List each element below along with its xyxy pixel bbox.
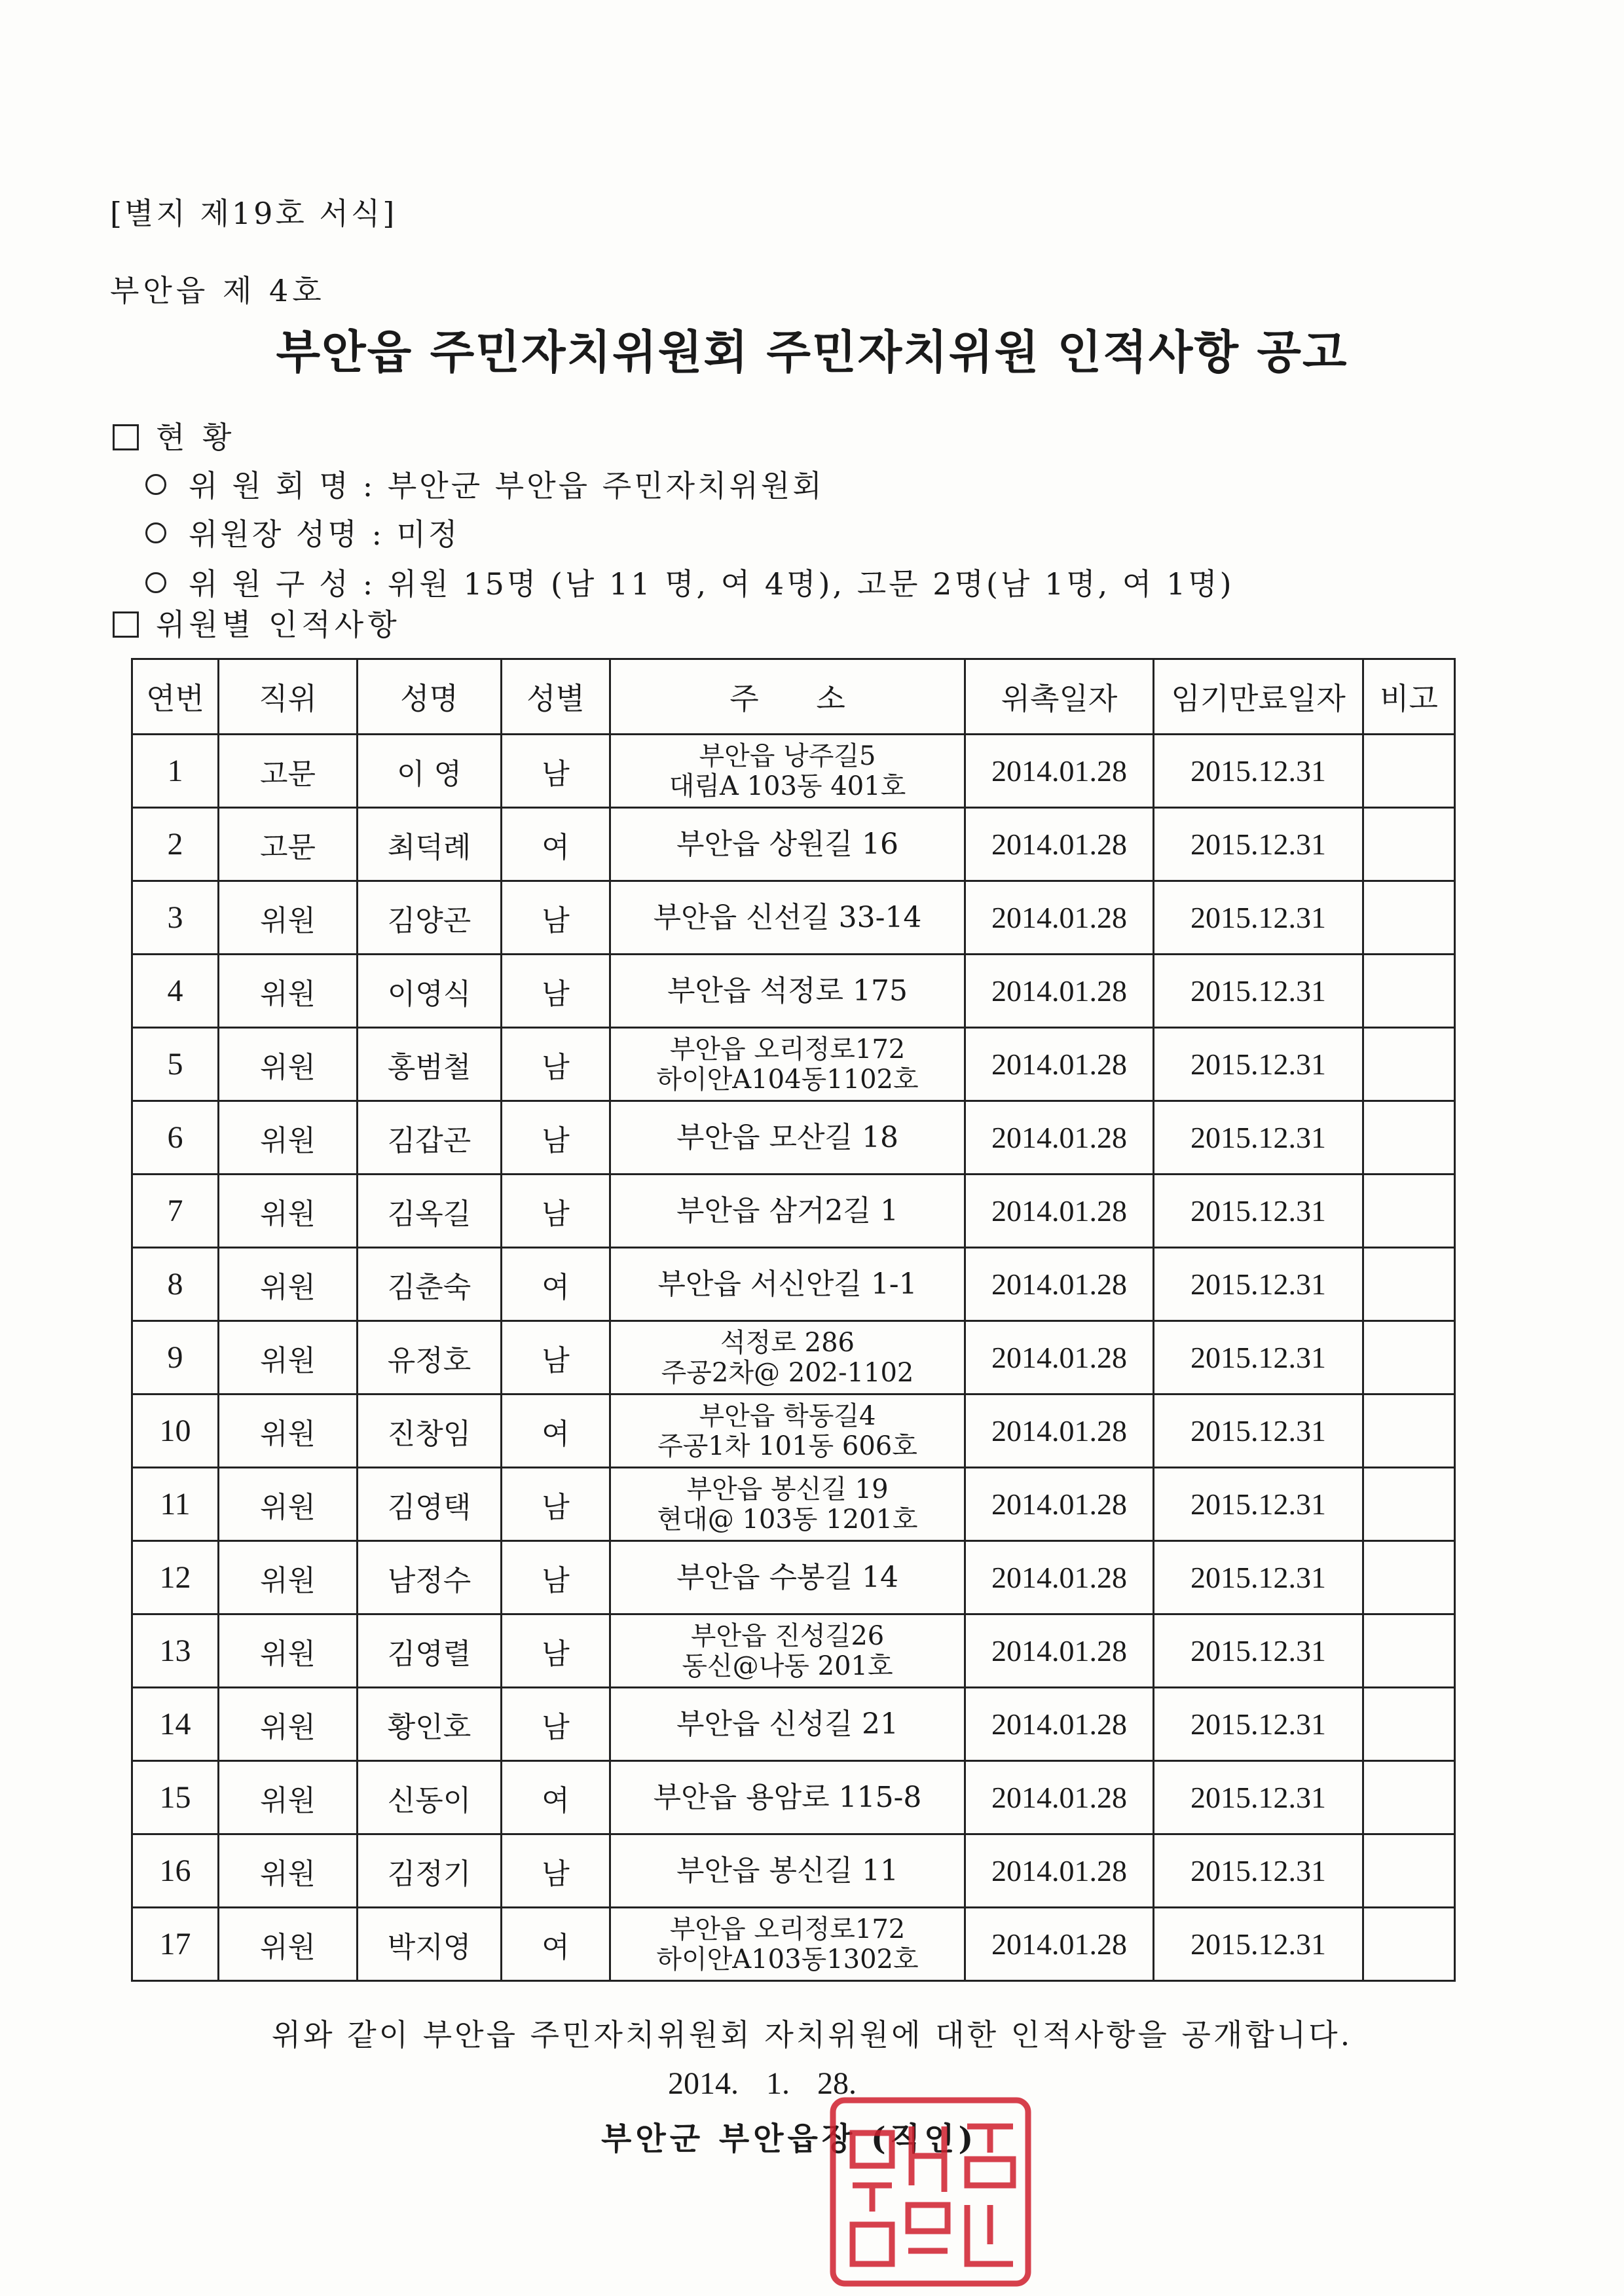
address-line-1: 부안읍 용암로 115-8	[653, 1780, 922, 1814]
cell-position: 고문	[219, 735, 358, 808]
cell-position: 위원	[219, 1101, 358, 1175]
cell-gender: 남	[502, 1175, 610, 1248]
cell-name: 김춘숙	[358, 1248, 502, 1321]
cell-name: 김옥길	[358, 1175, 502, 1248]
cell-name: 이 영	[358, 735, 502, 808]
section-status	[113, 414, 236, 457]
table-row	[132, 955, 1455, 1028]
address-line-1: 부안읍 신성길 21	[676, 1707, 898, 1741]
cell-position: 위원	[219, 1541, 358, 1614]
cell-name: 김영택	[358, 1468, 502, 1541]
form-label: [별지 제19호 서식]	[110, 196, 397, 231]
cell-address	[610, 1175, 965, 1248]
address-line-1: 부안읍 모산길 18	[676, 1120, 898, 1154]
document-title: 부안읍 주민자치위원회 주민자치위원 인적사항 공고	[276, 325, 1348, 379]
address-line-1: 부안읍 봉신길 19	[686, 1474, 889, 1504]
cell-remarks	[1363, 1468, 1455, 1541]
cell-gender: 남	[502, 1614, 610, 1688]
cell-remarks	[1363, 1101, 1455, 1175]
cell-number: 6	[132, 1101, 219, 1175]
cell-appointed-date: 2014.01.28	[965, 1028, 1154, 1101]
cell-term-end-date: 2015.12.31	[1154, 1028, 1363, 1101]
table-header-row	[132, 659, 1455, 735]
info-value: : 부안군 부안읍 주민자치위원회	[362, 468, 824, 503]
cell-appointed-date: 2014.01.28	[965, 1834, 1154, 1908]
table-row	[132, 1614, 1455, 1688]
info-label: 위원장 성명	[189, 517, 360, 552]
cell-gender: 여	[502, 808, 610, 881]
cell-remarks	[1363, 735, 1455, 808]
cell-gender: 여	[502, 1761, 610, 1834]
cell-term-end-date: 2015.12.31	[1154, 881, 1363, 955]
address-line-1: 부안읍 수봉길 14	[676, 1560, 898, 1594]
table-row	[132, 1248, 1455, 1321]
cell-position: 위원	[219, 881, 358, 955]
address-line-2: 현대@ 103동 1201호	[657, 1504, 918, 1535]
cell-number: 10	[132, 1394, 219, 1468]
cell-appointed-date: 2014.01.28	[965, 1614, 1154, 1688]
cell-position: 위원	[219, 1028, 358, 1101]
cell-name: 김양곤	[358, 881, 502, 955]
cell-name: 김갑곤	[358, 1101, 502, 1175]
address-line-1: 부안읍 삼거2길 1	[676, 1194, 898, 1228]
table-row	[132, 808, 1455, 881]
info-label: 위원회명	[189, 468, 363, 503]
cell-name: 김영렬	[358, 1614, 502, 1688]
cell-appointed-date: 2014.01.28	[965, 881, 1154, 955]
table-row	[132, 1468, 1455, 1541]
cell-appointed-date: 2014.01.28	[965, 1761, 1154, 1834]
cell-position: 위원	[219, 1248, 358, 1321]
cell-appointed-date: 2014.01.28	[965, 735, 1154, 808]
cell-number: 1	[132, 735, 219, 808]
header-remarks: 비고	[1363, 659, 1455, 735]
cell-appointed-date: 2014.01.28	[965, 1688, 1154, 1761]
cell-remarks	[1363, 1834, 1455, 1908]
cell-name: 최덕례	[358, 808, 502, 881]
header-name: 성명	[358, 659, 502, 735]
cell-number: 7	[132, 1175, 219, 1248]
cell-appointed-date: 2014.01.28	[965, 955, 1154, 1028]
cell-remarks	[1363, 808, 1455, 881]
address-line-2: 주공2차@ 202-1102	[661, 1357, 914, 1388]
cell-name: 남정수	[358, 1541, 502, 1614]
cell-address	[610, 1908, 965, 1981]
table-row	[132, 1028, 1455, 1101]
table-row	[132, 1321, 1455, 1394]
cell-term-end-date: 2015.12.31	[1154, 955, 1363, 1028]
cell-name: 진창임	[358, 1394, 502, 1468]
cell-position: 위원	[219, 1394, 358, 1468]
cell-term-end-date: 2015.12.31	[1154, 1834, 1363, 1908]
cell-gender: 남	[502, 1834, 610, 1908]
info-committee-name	[145, 462, 824, 505]
cell-position: 위원	[219, 1688, 358, 1761]
cell-gender: 남	[502, 1321, 610, 1394]
cell-position: 위원	[219, 1908, 358, 1981]
cell-name: 홍범철	[358, 1028, 502, 1101]
address-line-1: 부안읍 학동길4	[699, 1400, 876, 1431]
cell-number: 2	[132, 808, 219, 881]
address-line-1: 부안읍 오리정로172	[669, 1914, 906, 1944]
header-position: 직위	[219, 659, 358, 735]
address-line-1: 석정로 286	[720, 1327, 855, 1358]
cell-position: 위원	[219, 1321, 358, 1394]
cell-remarks	[1363, 1321, 1455, 1394]
cell-address	[610, 1688, 965, 1761]
cell-address	[610, 1834, 965, 1908]
address-line-1: 부안읍 오리정로172	[669, 1034, 906, 1065]
cell-term-end-date: 2015.12.31	[1154, 1761, 1363, 1834]
cell-address	[610, 735, 965, 808]
cell-number: 5	[132, 1028, 219, 1101]
cell-remarks	[1363, 1761, 1455, 1834]
cell-position: 위원	[219, 1614, 358, 1688]
address-line-2: 동신@나동 201호	[682, 1650, 893, 1681]
address-line-2: 하이안A103동1302호	[656, 1944, 919, 1975]
official-seal-stamp	[826, 2094, 1035, 2290]
cell-term-end-date: 2015.12.31	[1154, 1394, 1363, 1468]
checkbox-square-icon	[113, 611, 139, 638]
checkbox-square-icon	[113, 424, 139, 450]
cell-appointed-date: 2014.01.28	[965, 1908, 1154, 1981]
cell-appointed-date: 2014.01.28	[965, 1321, 1154, 1394]
address-line-1: 부안읍 상원길 16	[676, 827, 898, 861]
cell-remarks	[1363, 1175, 1455, 1248]
cell-remarks	[1363, 1028, 1455, 1101]
cell-remarks	[1363, 1688, 1455, 1761]
cell-number: 8	[132, 1248, 219, 1321]
cell-appointed-date: 2014.01.28	[965, 808, 1154, 881]
closing-date: 2014. 1. 28.	[668, 2066, 857, 2101]
circle-bullet-icon	[145, 474, 166, 495]
cell-term-end-date: 2015.12.31	[1154, 1175, 1363, 1248]
header-gender: 성별	[502, 659, 610, 735]
table-row	[132, 1541, 1455, 1614]
signer: 부안군 부안읍장 (직인)	[601, 2121, 978, 2157]
header-term-end-date: 임기만료일자	[1154, 659, 1363, 735]
cell-position: 고문	[219, 808, 358, 881]
info-chair-name	[145, 511, 460, 554]
info-composition	[145, 560, 1234, 604]
cell-address	[610, 1321, 965, 1394]
address-line-1: 부안읍 신선길 33-14	[653, 900, 922, 934]
table-row	[132, 1688, 1455, 1761]
table-row	[132, 1761, 1455, 1834]
circle-bullet-icon	[145, 572, 166, 593]
cell-number: 14	[132, 1688, 219, 1761]
cell-position: 위원	[219, 1834, 358, 1908]
cell-name: 유정호	[358, 1321, 502, 1394]
cell-gender: 여	[502, 1248, 610, 1321]
document-number: 부안읍 제 4호	[110, 273, 325, 308]
cell-remarks	[1363, 1541, 1455, 1614]
cell-number: 3	[132, 881, 219, 955]
cell-address	[610, 1394, 965, 1468]
cell-name: 황인호	[358, 1688, 502, 1761]
cell-appointed-date: 2014.01.28	[965, 1468, 1154, 1541]
cell-position: 위원	[219, 955, 358, 1028]
cell-gender: 남	[502, 881, 610, 955]
cell-remarks	[1363, 1908, 1455, 1981]
cell-number: 17	[132, 1908, 219, 1981]
table-row	[132, 735, 1455, 808]
cell-number: 16	[132, 1834, 219, 1908]
table-row	[132, 881, 1455, 955]
cell-remarks	[1363, 955, 1455, 1028]
cell-gender: 남	[502, 955, 610, 1028]
info-label: 위원구성	[189, 566, 363, 602]
cell-gender: 남	[502, 1541, 610, 1614]
cell-gender: 여	[502, 1908, 610, 1981]
cell-term-end-date: 2015.12.31	[1154, 1541, 1363, 1614]
cell-gender: 남	[502, 1101, 610, 1175]
cell-gender: 남	[502, 1688, 610, 1761]
cell-gender: 남	[502, 1468, 610, 1541]
section-status-label: 현 황	[156, 420, 236, 455]
cell-number: 11	[132, 1468, 219, 1541]
header-address: 주 소	[610, 659, 965, 735]
circle-bullet-icon	[145, 522, 166, 543]
member-table	[131, 658, 1456, 1982]
address-line-2: 하이안A104동1102호	[656, 1064, 919, 1095]
cell-address	[610, 881, 965, 955]
table-row	[132, 1175, 1455, 1248]
table-row	[132, 1834, 1455, 1908]
cell-number: 12	[132, 1541, 219, 1614]
cell-name: 이영식	[358, 955, 502, 1028]
cell-position: 위원	[219, 1761, 358, 1834]
cell-appointed-date: 2014.01.28	[965, 1248, 1154, 1321]
cell-term-end-date: 2015.12.31	[1154, 735, 1363, 808]
table-row	[132, 1101, 1455, 1175]
cell-name: 김정기	[358, 1834, 502, 1908]
info-value: : 위원 15명 (남 11 명, 여 4명), 고문 2명(남 1명, 여 1명)	[362, 566, 1234, 602]
cell-gender: 여	[502, 1394, 610, 1468]
cell-term-end-date: 2015.12.31	[1154, 1321, 1363, 1394]
cell-appointed-date: 2014.01.28	[965, 1541, 1154, 1614]
cell-gender: 남	[502, 1028, 610, 1101]
header-number: 연번	[132, 659, 219, 735]
cell-remarks	[1363, 881, 1455, 955]
cell-appointed-date: 2014.01.28	[965, 1394, 1154, 1468]
cell-remarks	[1363, 1248, 1455, 1321]
closing-statement: 위와 같이 부안읍 주민자치위원회 자치위원에 대한 인적사항을 공개합니다.	[271, 2017, 1353, 2052]
cell-term-end-date: 2015.12.31	[1154, 1908, 1363, 1981]
cell-address	[610, 1541, 965, 1614]
cell-address	[610, 808, 965, 881]
section-members-label: 위원별 인적사항	[156, 607, 401, 642]
cell-appointed-date: 2014.01.28	[965, 1101, 1154, 1175]
cell-address	[610, 1101, 965, 1175]
header-appointed-date: 위촉일자	[965, 659, 1154, 735]
cell-number: 4	[132, 955, 219, 1028]
cell-address	[610, 1248, 965, 1321]
section-members	[113, 601, 401, 644]
cell-gender: 남	[502, 735, 610, 808]
cell-term-end-date: 2015.12.31	[1154, 1688, 1363, 1761]
table-row	[132, 1908, 1455, 1981]
address-line-1: 부안읍 낭주길5	[699, 740, 876, 771]
cell-appointed-date: 2014.01.28	[965, 1175, 1154, 1248]
address-line-1: 부안읍 석정로 175	[667, 974, 908, 1008]
cell-name: 신동이	[358, 1761, 502, 1834]
cell-term-end-date: 2015.12.31	[1154, 1248, 1363, 1321]
cell-number: 13	[132, 1614, 219, 1688]
cell-term-end-date: 2015.12.31	[1154, 1101, 1363, 1175]
address-line-1: 부안읍 봉신길 11	[676, 1853, 898, 1887]
cell-position: 위원	[219, 1468, 358, 1541]
cell-remarks	[1363, 1394, 1455, 1468]
info-value: : 미정	[371, 517, 460, 552]
cell-address	[610, 1614, 965, 1688]
cell-term-end-date: 2015.12.31	[1154, 1614, 1363, 1688]
cell-address	[610, 1468, 965, 1541]
cell-term-end-date: 2015.12.31	[1154, 1468, 1363, 1541]
cell-position: 위원	[219, 1175, 358, 1248]
cell-address	[610, 1761, 965, 1834]
cell-address	[610, 955, 965, 1028]
address-line-2: 대림A 103동 401호	[669, 771, 906, 801]
cell-number: 9	[132, 1321, 219, 1394]
address-line-2: 주공1차 101동 606호	[657, 1430, 917, 1461]
address-line-1: 부안읍 진성길26	[690, 1620, 885, 1651]
address-line-1: 부안읍 서신안길 1-1	[657, 1267, 917, 1301]
table-row	[132, 1394, 1455, 1468]
cell-address	[610, 1028, 965, 1101]
cell-remarks	[1363, 1614, 1455, 1688]
cell-term-end-date: 2015.12.31	[1154, 808, 1363, 881]
cell-name: 박지영	[358, 1908, 502, 1981]
cell-number: 15	[132, 1761, 219, 1834]
